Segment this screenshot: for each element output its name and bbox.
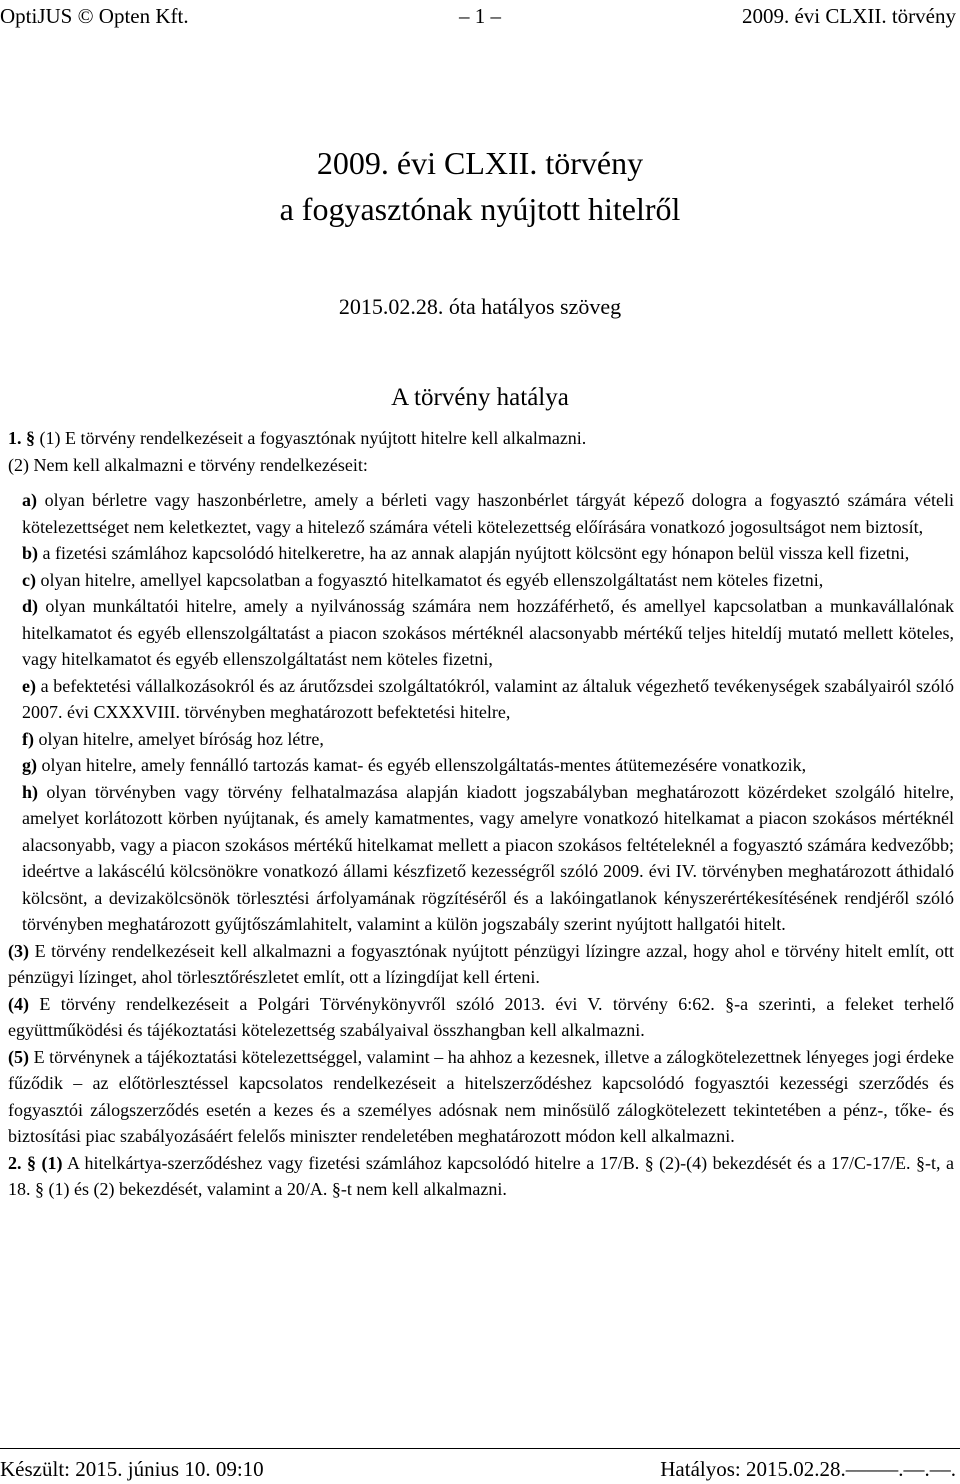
- document-body: [8, 425, 954, 1203]
- sec1-par5-text: E törvénynek a tájékoztatási kötelezettséggel, valamint – ha ahhoz a kezesnek, illetve a zálogkötelezettnek lényeges jogi érdeke fűződik – az előtörlesztéssel kapcsolatos rendelkezéseit a hitelszerződéshez kapcsolódó fogyasztói kezességi szerződés és fogyasztói zálogszerződés esetén a kezes és a személyes adósnak nem minősülő zálogkötelezett tekintetében a pénz-, tőke- és biztosítási piac szabályozásáért felelős miniszter rendeletében meghatározott módon kell alkalmazni.: [8, 1046, 955, 1146]
- list-item-label: a): [22, 490, 37, 510]
- footer-rule: [0, 1448, 960, 1449]
- list-item: [22, 726, 954, 753]
- list-item: [22, 567, 954, 594]
- list-item-text: olyan bérletre vagy haszonbérletre, amely a bérleti vagy haszonbérlet tárgyát képező dologra a fogyasztó számára vételi kötelezettséget nem keletkeztet, vagy a hitelező számára vételi kötelezettség előírására vonatkozó jogosultságot nem biztosít,: [22, 490, 954, 537]
- list-item-text: olyan hitelre, amelyet bíróság hoz létre,: [38, 728, 324, 749]
- sec1-par2-text: Nem kell alkalmazni e törvény rendelkezéseit:: [33, 454, 368, 475]
- list-item-label: e): [22, 675, 36, 696]
- list-item-text: olyan hitelre, amely fennálló tartozás kamat- és egyéb ellenszolgáltatás-mentes átütemezésére vonatkozik,: [41, 755, 807, 775]
- effective-date-line: 2015.02.28. óta hatályos szöveg: [338, 294, 622, 319]
- sec2-par1: [8, 1150, 954, 1203]
- sec1-par3: [8, 938, 954, 991]
- header-left: OptiJUS © Opten Kft.: [0, 4, 189, 28]
- sec1-par1-text: E törvény rendelkezéseit a fogyasztónak nyújtott hitelre kell alkalmazni.: [65, 428, 587, 448]
- list-item-text: olyan törvényben vagy törvény felhatalmazása alapján kiadott jogszabályban meghatározott közérdeket szolgáló hitelre, amelyet korlátozott körben nyújtanak, és amely kamatmentes, vagy amelyre vonatkozó hitelkamat a piacon szokásos mértéknél alacsonyabb, vagy a piacon szokásos mértékű hitelkamat mellett a piacon szokásos feltételeknél a fogyasztó számára kedvezőbb; ideértve a lakáscélú kölcsönökre vonatkozó állami készfizető kezességről szóló 2009. évi IV. törvényben meghatározott áthidaló kölcsönt, a devizakölcsönök törlesztési árfolyamának rögzítéséről és a lakóingatlanok kényszerértékesítésének rendjéről szóló törvényben meghatározott gyűjtőszámlahitelt, valamint a külön jogszabály szerint nyújtott hallgatói hitelt.: [22, 781, 954, 934]
- list-item: [22, 752, 954, 779]
- header-right: 2009. évi CLXII. törvény: [741, 4, 956, 28]
- exception-list: [8, 487, 954, 938]
- footer-created: Készült: 2015. június 10. 09:10: [0, 1457, 264, 1481]
- list-item-label: g): [22, 755, 37, 775]
- sec2-label: 2. §: [8, 1152, 36, 1173]
- list-item: [22, 673, 954, 726]
- list-item-text: olyan hitelre, amellyel kapcsolatban a fogyasztó hitelkamatot és egyéb ellenszolgáltatást nem köteles fizetni,: [40, 569, 824, 590]
- sec1-par1-num: (1): [39, 428, 61, 448]
- sec2-par1-num: (1): [41, 1152, 63, 1173]
- sec1-par5-num: (5): [8, 1046, 29, 1067]
- list-item: [22, 540, 954, 567]
- list-item-text: a fizetési számlához kapcsolódó hitelkeretre, ha az annak alapján nyújtott kölcsönt egy hónapon belül vissza kell fizetni,: [42, 543, 910, 563]
- sec1-label: 1. §: [8, 428, 35, 448]
- sec1-par2-num: (2): [8, 454, 29, 475]
- list-item-label: f): [22, 728, 34, 749]
- sec1-par5: [8, 1044, 954, 1150]
- list-item: [22, 779, 954, 938]
- list-item-text: a befektetési vállalkozásokról és az árutőzsdei szolgáltatókról, valamint az általuk végezhető tevékenységek szabályairól szóló 2007. évi CXXXVIII. törvényben meghatározott befektetési hitelre,: [22, 675, 954, 722]
- list-item-text: olyan munkáltatói hitelre, amely a nyilvánosság számára nem hozzáférhető, és amellyel kapcsolatban a munkavállalónak hitelkamatot és egyéb ellenszolgáltatást a piacon szokásos mértéknél alacsonyabb mértékű teljes hiteldíj mutató mellett köteles, vagy hitelkamatot és egyéb ellenszolgáltatást nem köteles fizetni,: [22, 596, 955, 669]
- sec1-par4-text: E törvény rendelkezéseit a Polgári Törvénykönyvről szóló 2013. évi V. törvény 6:62. §-a szerinti, a feleket terhelő együttműködési és tájékoztatási kötelezettség szabályaival összhangban kell alkalmazni.: [8, 993, 954, 1040]
- document-title: 2009. évi CLXII. törvény: [316, 145, 644, 181]
- list-item: [22, 487, 954, 540]
- footer-effective: Hatályos: 2015.02.28.–––––.––.––.: [660, 1457, 956, 1481]
- sec2-par1-text: A hitelkártya-szerződéshez vagy fizetési számlához kapcsolódó hitelre a 17/B. § (2)-(4) bekezdését és a 17/C-17/E. §-t, a 18. § (1) és (2) bekezdését, valamint a 20/A. §-t nem kell alkalmazni.: [8, 1152, 955, 1199]
- document-subtitle: a fogyasztónak nyújtott hitelről: [279, 191, 681, 227]
- sec1-par1: [8, 425, 954, 452]
- sec1-par3-num: (3): [8, 940, 29, 961]
- list-item-label: c): [22, 569, 36, 590]
- list-item-label: d): [22, 596, 39, 616]
- sec1-par2: [8, 452, 954, 479]
- sec1-par4: [8, 991, 954, 1044]
- list-item-label: b): [22, 543, 39, 563]
- section-heading: A törvény hatálya: [391, 384, 569, 411]
- header-page-number: – 1 –: [459, 4, 501, 28]
- list-item: [22, 593, 954, 673]
- list-item-label: h): [22, 781, 39, 802]
- sec1-par4-num: (4): [8, 993, 29, 1014]
- sec1-par3-text: E törvény rendelkezéseit kell alkalmazni a fogyasztónak nyújtott pénzügyi lízingre azzal, hogy ahol e törvény hitelt említ, ott pénzügyi lízinget, ahol törlesztőrészletet említ, ott a lízingdíjat kell érteni.: [8, 940, 954, 987]
